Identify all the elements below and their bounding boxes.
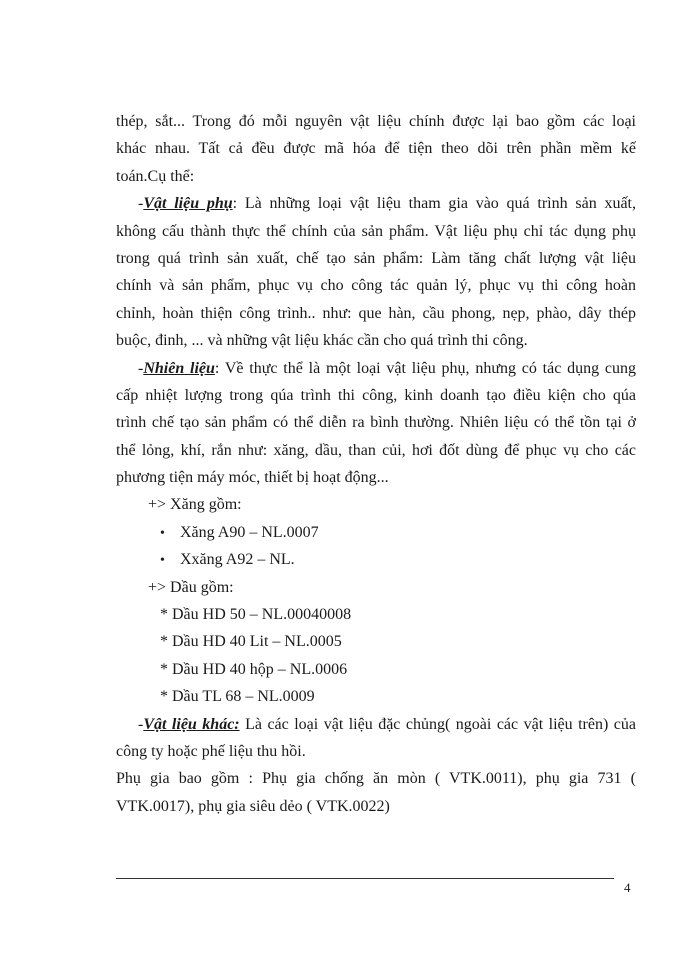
text-line: công ty hoặc phế liệu thu hồi. xyxy=(116,742,306,760)
text-line: thể lỏng, khí, rắn như: xăng, dầu, than củi, hơi đốt dùng để phục vụ cho các xyxy=(116,441,636,459)
dau-heading: +> Dầu gồm: xyxy=(148,578,234,596)
xang-heading: +> Xăng gồm: xyxy=(148,496,242,514)
paragraph-lead-line xyxy=(116,190,636,217)
list-item-text: Xxăng A92 – NL. xyxy=(180,551,295,569)
body-text xyxy=(116,108,636,820)
list-item: * Dầu HD 40 hộp – NL.0006 xyxy=(160,660,348,678)
lead-text: : Về thực thể là một loại vật liệu phụ, nhưng có tác dụng cung xyxy=(214,359,636,377)
dash: - xyxy=(138,359,144,377)
text-line: không cấu thành thực thể chính của sản phẩm. Vật liệu phụ chỉ tác dụng phụ xyxy=(116,222,636,240)
dash: - xyxy=(138,195,144,213)
text-line: trong quá trình sản xuất, chế tạo sản phẩm: Làm tăng chất lượng vật liệu xyxy=(116,249,636,267)
term-nhien-lieu: Nhiên liệu xyxy=(143,359,215,377)
lead-text: Là các loại vật liệu đặc chủng( ngoài các vật liệu trên) của xyxy=(239,715,636,733)
text-line: chỉnh, hoàn thiện công trình.. như: que hàn, cầu phong, nẹp, phào, dây thép xyxy=(116,304,636,322)
term-vat-lieu-phu: Vật liệu phụ xyxy=(143,195,233,213)
dash: - xyxy=(138,715,144,733)
text-line: toán.Cụ thể: xyxy=(116,167,195,185)
bullet-icon: • xyxy=(160,525,165,541)
list-item-text: Xăng A90 – NL.0007 xyxy=(180,523,319,541)
list-item: * Dầu HD 40 Lit – NL.0005 xyxy=(160,633,342,651)
lead-text: : Là những loại vật liệu tham gia vào quá trình sản xuất, xyxy=(232,195,636,213)
text-line: khác nhau. Tất cả đều được mã hóa để tiện theo dõi trên phần mềm kế xyxy=(116,140,636,158)
text-line: buộc, đinh, ... và những vật liệu khác cần cho quá trình thi công. xyxy=(116,332,528,350)
list-item xyxy=(116,519,636,546)
bullet-icon: • xyxy=(160,553,165,569)
list-item: * Dầu TL 68 – NL.0009 xyxy=(160,688,315,706)
text-line: chính và sản phẩm, phục vụ cho công tác quản lý, phục vụ thi công hoàn xyxy=(116,277,636,295)
text-line: trình chế tạo sản phẩm có thể diễn ra bình thường. Nhiên liệu có thể tồn tại ở xyxy=(116,414,636,432)
text-line: Phụ gia bao gồm : Phụ gia chống ăn mòn ( VTK.0011), phụ gia 731 ( xyxy=(116,770,636,788)
text-line: thép, sắt... Trong đó mỗi nguyên vật liệu chính được lại bao gồm các loại xyxy=(116,113,636,130)
paragraph-lead-line xyxy=(116,711,636,738)
list-item: * Dầu HD 50 – NL.00040008 xyxy=(160,606,352,624)
text-line: VTK.0017), phụ gia siêu dẻo ( VTK.0022) xyxy=(116,797,390,815)
text-line: cấp nhiệt lượng trong qúa trình thi công, kinh doanh tạo điều kiện cho qúa xyxy=(116,386,636,404)
footer-divider xyxy=(116,878,614,879)
text-line: phương tiện máy móc, thiết bị hoạt động... xyxy=(116,469,389,487)
list-item xyxy=(116,546,636,573)
page-number: 4 xyxy=(624,880,631,895)
term-vat-lieu-khac: Vật liệu khác: xyxy=(143,715,240,733)
paragraph-lead-line xyxy=(116,355,636,382)
